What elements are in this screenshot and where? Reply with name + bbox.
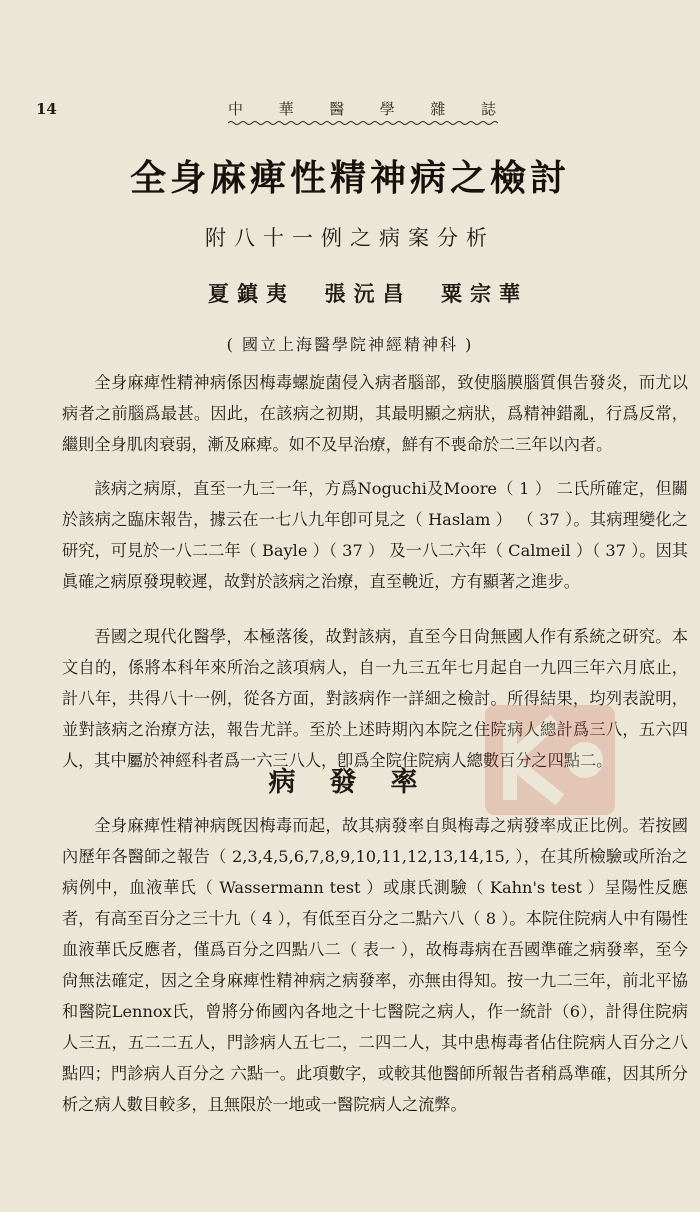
body-paragraph: 全身麻痺性精神病係因梅毒螺旋菌侵入病者腦部，致使腦膜腦質俱告發炎，而尤以病者之前腦爲最甚。因此，在該病之初期，其最明顯之病狀，爲精神錯亂，行爲反常，繼則全身肌肉衰弱，漸及麻痺。如不及早治療，鮮有不喪命於二三年以內者。 (62, 373, 688, 454)
article-title: 全身麻痺性精神病之檢討 (129, 157, 570, 199)
body-paragraph: 該病之病原，直至一九三一年，方爲Noguchi及Moore（ 1 ） 二氏所確定，但關於該病之臨床報告，據云在一七八九年卽可見之（ Haslam ） （ 37 ）。其病理變化之研究，可見於一八二二年（ Bayle ）（ 37 ） 及一八二六年（ Calmeil ）（ 37 ）。因其眞確之病原發現較遲，故對於該病之治療，直至輓近，方有顯著之進步。 (62, 479, 688, 591)
affiliation: ( 國立上海醫學院神經精神科 ) (226, 335, 474, 354)
article-subtitle: 附八十一例之病案分析 (205, 226, 495, 250)
author-list (208, 278, 528, 308)
journal-running-title: 中華醫學雜誌 (228, 100, 498, 118)
section-heading: 病發率 (268, 767, 452, 798)
body-paragraph: 吾國之現代化醫學，本極落後，故對該病，直至今日尙無國人作有系統之研究。本文自的，係將本科年來所治之該項病人，自一九三五年七月起自一九四三年六月底止，計八年，共得八十一例，從各方面，對該病作一詳細之檢討。所得結果，均列表說明，並對該病之治療方法，報告尤詳。至於上述時期內本院之住院病人總計爲三八，五六四人，其中屬於神經科者爲一六三八人，卽爲全院住院病人總數百分之四點二。 (62, 627, 688, 770)
author-name: 夏鎮夷 (208, 281, 295, 306)
page-number: 14 (36, 100, 57, 118)
author-name: 粟宗華 (441, 281, 528, 306)
author-name: 張沅昌 (324, 281, 412, 306)
body-paragraph: 全身麻痺性精神病旣因梅毒而起，故其病發率自與梅毒之病發率成正比例。若按國內歷年各醫師之報告（ 2,3,4,5,6,7,8,9,10,11,12,13,14,15, ），在其所檢驗或所治之病例中，血液華氏（ Wassermann test ）或康氏測驗（ Kahn's test ）呈陽性反應者，有高至百分之三十九（ 4 ），有低至百分之二點六八（ 8 ）。本院住院病人中有陽性血液華氏反應者，僅爲百分之四點八二（ 表一 ），故梅毒病在吾國準確之病發率，至今尙無法確定，因之全身麻痺性精神病之病發率，亦無由得知。按一九二三年，前北平協和醫院Lennox氏，曾將分佈國內各地之十七醫院之病人，作一統計（6），計得住院病人三五，五二二五人，門診病人五七二，二四二人，其中患梅毒者佔住院病人百分之八點四；門診病人百分之 六點一。此項數字，或較其他醫師所報告者稍爲準確，因其所分析之病人數目較多，且無限於一地或一醫院病人之流弊。 (62, 816, 688, 1114)
wavy-rule (228, 120, 498, 126)
